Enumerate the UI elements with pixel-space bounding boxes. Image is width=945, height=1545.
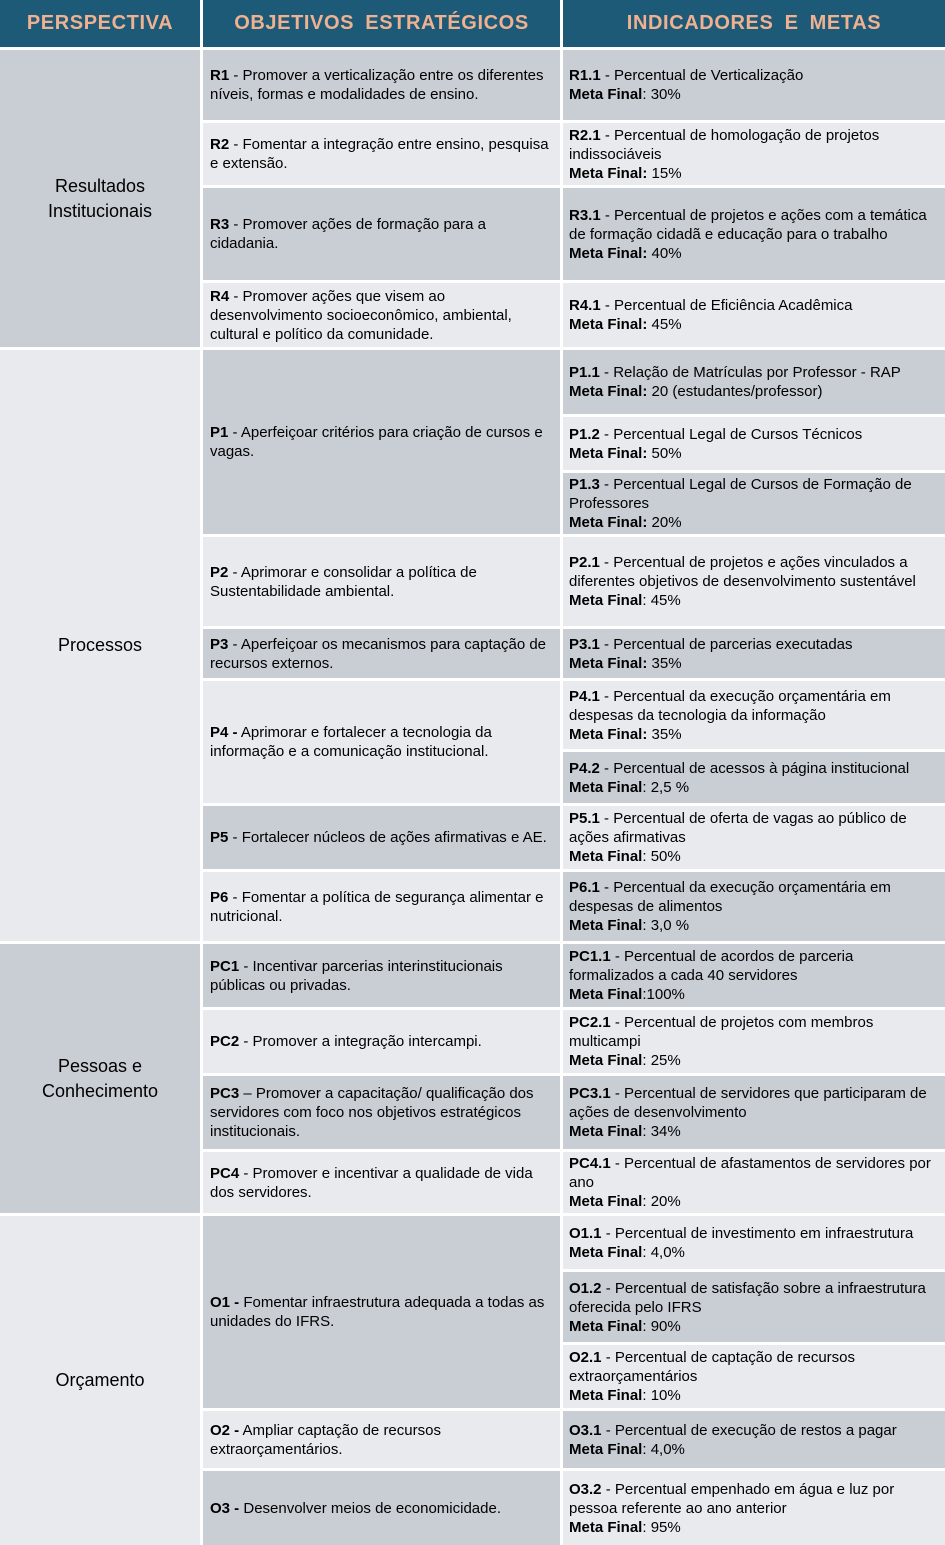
meta-value: 35% [647, 654, 682, 672]
indicator-code: P2.1 [569, 554, 600, 571]
objective-text: – Promover a capacitação/ qualificação dos servidores com foco nos objetivos estratégicos institucionais. [210, 1085, 534, 1140]
objective-cell-P1 [203, 350, 560, 534]
header-cell-indicadores [563, 0, 945, 47]
indicator-code: P1.1 [569, 364, 600, 381]
objective-text: - Fomentar a integração entre ensino, pesquisa e extensão. [210, 136, 549, 172]
indicator-code: R3.1 [569, 206, 601, 224]
meta-label: Meta Final [569, 778, 643, 796]
indicator-text: - Percentual de execução de restos a pagar [601, 1421, 897, 1439]
indicator-code: O3.1 [569, 1421, 602, 1439]
objective-code: R2 [210, 136, 230, 153]
objective-cell-R3 [203, 188, 560, 280]
perspective-label: Processos [57, 635, 143, 655]
indicator-text: - Percentual de acordos de parceria formalizados a cada 40 servidores [569, 948, 854, 984]
indicator-code: O3.2 [569, 1480, 602, 1498]
meta-label: Meta Final [569, 1317, 643, 1335]
objective-text: - Aprimorar e consolidar a política de Sustentabilidade ambiental. [210, 563, 477, 600]
indicator-cell-PC3.1 [563, 1076, 945, 1149]
meta-label: Meta Final: [569, 383, 648, 400]
perspective-cell-orcamento [0, 1216, 200, 1545]
indicator-cell-O3.1 [563, 1411, 945, 1468]
objective-text: - Promover e incentivar a qualidade de vida dos servidores. [210, 1164, 533, 1201]
objective-cell-PC3 [203, 1076, 560, 1149]
objective-cell-PC2 [203, 1010, 560, 1073]
objective-cell-P6 [203, 872, 560, 941]
objective-code: PC3 [210, 1085, 240, 1102]
objective-text: - Promover a verticalização entre os diferentes níveis, formas e modalidades de ensino. [210, 67, 544, 103]
header-cell-perspectiva [0, 0, 200, 47]
indicator-text: - Percentual de projetos e ações com a temática de formação cidadã e educação para o trabalho [569, 206, 927, 243]
meta-label: Meta Final [569, 1193, 643, 1210]
indicator-code: R1.1 [569, 67, 601, 84]
meta-label: Meta Final [569, 1052, 643, 1069]
perspective-cell-pessoas [0, 944, 200, 1213]
indicator-code: O2.1 [569, 1349, 602, 1366]
meta-value: : 25% [642, 1052, 681, 1069]
meta-label: Meta Final [569, 1387, 643, 1404]
objective-code: O2 - [210, 1421, 240, 1439]
indicator-code: P4.1 [569, 687, 600, 705]
indicator-cell-R1.1 [563, 50, 945, 120]
objective-cell-R4 [203, 283, 560, 347]
objective-text: - Promover a integração intercampi. [239, 1033, 482, 1050]
objective-text: - Aperfeiçoar critérios para criação de cursos e vagas. [210, 424, 543, 460]
objective-text: Ampliar captação de recursos extraorçamentários. [210, 1421, 441, 1458]
indicator-cell-O3.2 [563, 1471, 945, 1545]
header-label: OBJETIVOS ESTRATÉGICOS [234, 12, 529, 34]
objective-code: PC2 [210, 1033, 240, 1050]
meta-value: : 3,0 % [642, 917, 690, 934]
indicator-cell-P1.3 [563, 473, 945, 534]
indicator-code: P1.3 [569, 476, 600, 493]
objective-code: R4 [210, 287, 230, 305]
indicator-text: - Relação de Matrículas por Professor - RAP [599, 364, 901, 381]
indicator-cell-R3.1 [563, 188, 945, 280]
indicator-cell-P1.1 [563, 350, 945, 414]
indicator-code: P3.1 [569, 635, 600, 653]
indicator-cell-P6.1 [563, 872, 945, 941]
meta-label: Meta Final: [569, 514, 648, 531]
indicator-text: - Percentual de acessos à página institucional [599, 759, 910, 777]
indicator-code: PC1.1 [569, 948, 611, 965]
meta-label: Meta Final [569, 986, 643, 1003]
meta-value: 50% [647, 444, 682, 462]
meta-value: : 2,5 % [642, 778, 690, 796]
meta-value: : 30% [642, 86, 681, 103]
meta-label: Meta Final: [569, 444, 648, 462]
objective-cell-P3 [203, 629, 560, 678]
objective-cell-R1 [203, 50, 560, 120]
indicator-code: P4.2 [569, 759, 600, 777]
objective-cell-P2 [203, 537, 560, 626]
objective-text: Fomentar infraestrutura adequada a todas as unidades do IFRS. [210, 1294, 545, 1330]
indicator-cell-PC1.1 [563, 944, 945, 1007]
meta-value: : 95% [642, 1518, 681, 1536]
meta-value: : 4,0% [642, 1440, 685, 1458]
objective-text: Aprimorar e fortalecer a tecnologia da informação e a comunicação institucional. [210, 724, 492, 760]
meta-value: : 4,0% [642, 1243, 685, 1261]
objective-cell-PC4 [203, 1152, 560, 1213]
indicator-text: - Percentual de Eficiência Acadêmica [600, 297, 853, 314]
objective-text: - Incentivar parcerias interinstitucionais públicas ou privadas. [210, 957, 503, 994]
meta-value: 20 (estudantes/professor) [647, 383, 823, 400]
meta-value: : 10% [642, 1387, 681, 1404]
indicator-text: - Percentual de projetos com membros multicampi [569, 1014, 874, 1050]
meta-value: : 50% [642, 848, 681, 865]
indicator-code: PC3.1 [569, 1085, 611, 1102]
perspective-label: Orçamento [55, 1370, 145, 1390]
meta-label: Meta Final: [569, 244, 648, 262]
meta-label: Meta Final [569, 1123, 643, 1140]
objective-text: Desenvolver meios de economicidade. [239, 1499, 501, 1517]
objective-code: P2 [210, 563, 229, 581]
indicator-code: O1.1 [569, 1224, 602, 1242]
indicator-code: O1.2 [569, 1279, 602, 1297]
meta-label: Meta Final: [569, 725, 648, 743]
indicator-text: - Percentual da execução orçamentária em despesas da tecnologia da informação [569, 687, 891, 724]
indicator-text: - Percentual Legal de Cursos de Formação de Professores [569, 476, 912, 512]
objective-cell-P5 [203, 806, 560, 869]
indicator-text: - Percentual de servidores que participaram de ações de desenvolvimento [569, 1085, 927, 1121]
meta-label: Meta Final [569, 1440, 643, 1458]
objective-cell-O2 [203, 1411, 560, 1468]
indicator-text: - Percentual de investimento em infraestrutura [601, 1224, 914, 1242]
objective-code: PC4 [210, 1164, 240, 1182]
header-label: INDICADORES E METAS [626, 12, 882, 34]
meta-value: 15% [647, 164, 682, 182]
meta-label: Meta Final [569, 848, 643, 865]
objective-code: R1 [210, 67, 230, 84]
header-label: PERSPECTIVA [26, 12, 174, 34]
objective-text: - Fortalecer núcleos de ações afirmativas e AE. [228, 829, 547, 846]
objective-code: PC1 [210, 957, 240, 975]
indicator-text: - Percentual de satisfação sobre a infraestrutura oferecida pelo IFRS [569, 1279, 926, 1316]
meta-value: 35% [647, 725, 682, 743]
indicator-text: - Percentual de captação de recursos extraorçamentários [569, 1349, 856, 1385]
objective-code: P1 [210, 424, 229, 441]
indicator-code: R2.1 [569, 126, 601, 144]
indicator-text: - Percentual de afastamentos de servidores por ano [569, 1155, 931, 1191]
meta-value: :100% [642, 986, 685, 1003]
objective-cell-PC1 [203, 944, 560, 1007]
indicator-text: - Percentual de homologação de projetos indissociáveis [569, 126, 880, 163]
indicator-cell-O2.1 [563, 1345, 945, 1408]
indicator-cell-PC4.1 [563, 1152, 945, 1213]
indicator-text: - Percentual de oferta de vagas ao público de ações afirmativas [569, 810, 907, 846]
objective-code: P3 [210, 635, 229, 653]
indicator-text: - Percentual da execução orçamentária em despesas de alimentos [569, 879, 891, 915]
indicator-cell-R2.1 [563, 123, 945, 185]
perspective-label: Pessoas e Conhecimento [41, 1055, 159, 1101]
indicator-code: R4.1 [569, 297, 601, 314]
indicator-cell-P1.2 [563, 417, 945, 470]
meta-label: Meta Final [569, 917, 643, 934]
header-cell-objetivos [203, 0, 560, 47]
indicator-cell-R4.1 [563, 283, 945, 347]
objective-text: - Fomentar a política de segurança alimentar e nutricional. [210, 888, 544, 925]
indicator-cell-P5.1 [563, 806, 945, 869]
meta-value: 40% [647, 244, 682, 262]
objective-text: - Aperfeiçoar os mecanismos para captação de recursos externos. [210, 635, 547, 672]
objective-code: O3 - [210, 1499, 240, 1517]
perspective-label: Resultados Institucionais [47, 175, 153, 221]
indicator-text: - Percentual empenhado em água e luz por pessoa referente ao ano anterior [569, 1480, 895, 1517]
indicator-cell-P4.1 [563, 681, 945, 749]
indicator-code: P1.2 [569, 425, 600, 443]
perspective-cell-resultados [0, 50, 200, 347]
meta-label: Meta Final: [569, 654, 648, 672]
indicator-cell-PC2.1 [563, 1010, 945, 1073]
meta-value: : 90% [642, 1317, 681, 1335]
objective-code: O1 - [210, 1294, 240, 1311]
perspective-cell-processos [0, 350, 200, 941]
meta-label: Meta Final [569, 592, 643, 609]
objective-code: R3 [210, 216, 230, 233]
meta-label: Meta Final [569, 1243, 643, 1261]
objective-code: P4 - [210, 724, 238, 741]
indicator-code: P5.1 [569, 810, 600, 827]
indicator-text: - Percentual de Verticalização [600, 67, 804, 84]
meta-label: Meta Final [569, 86, 643, 103]
objective-cell-O3 [203, 1471, 560, 1545]
indicator-cell-O1.1 [563, 1216, 945, 1269]
indicator-text: - Percentual Legal de Cursos Técnicos [599, 425, 863, 443]
meta-value: : 45% [642, 592, 681, 609]
meta-value: : 34% [642, 1123, 681, 1140]
meta-value: 20% [647, 514, 682, 531]
indicator-cell-P2.1 [563, 537, 945, 626]
objective-cell-R2 [203, 123, 560, 185]
indicator-code: PC4.1 [569, 1155, 611, 1172]
indicator-code: PC2.1 [569, 1014, 611, 1031]
objective-cell-P4 [203, 681, 560, 803]
meta-label: Meta Final [569, 1518, 643, 1536]
meta-label: Meta Final: [569, 316, 648, 333]
indicator-cell-P3.1 [563, 629, 945, 678]
objective-code: P5 [210, 829, 229, 846]
meta-value: 45% [647, 316, 682, 333]
indicator-cell-P4.2 [563, 752, 945, 803]
indicator-text: - Percentual de parcerias executadas [599, 635, 853, 653]
meta-label: Meta Final: [569, 164, 648, 182]
indicator-text: - Percentual de projetos e ações vinculados a diferentes objetivos de desenvolvimento sustentável [569, 554, 916, 590]
objective-cell-O1 [203, 1216, 560, 1408]
meta-value: : 20% [642, 1193, 681, 1210]
indicator-cell-O1.2 [563, 1272, 945, 1342]
indicator-code: P6.1 [569, 879, 600, 896]
objective-code: P6 [210, 888, 229, 906]
objective-text: - Promover ações de formação para a cidadania. [210, 216, 486, 252]
objective-text: - Promover ações que visem ao desenvolvimento socioeconômico, ambiental, cultural e político da comunidade. [210, 287, 512, 343]
